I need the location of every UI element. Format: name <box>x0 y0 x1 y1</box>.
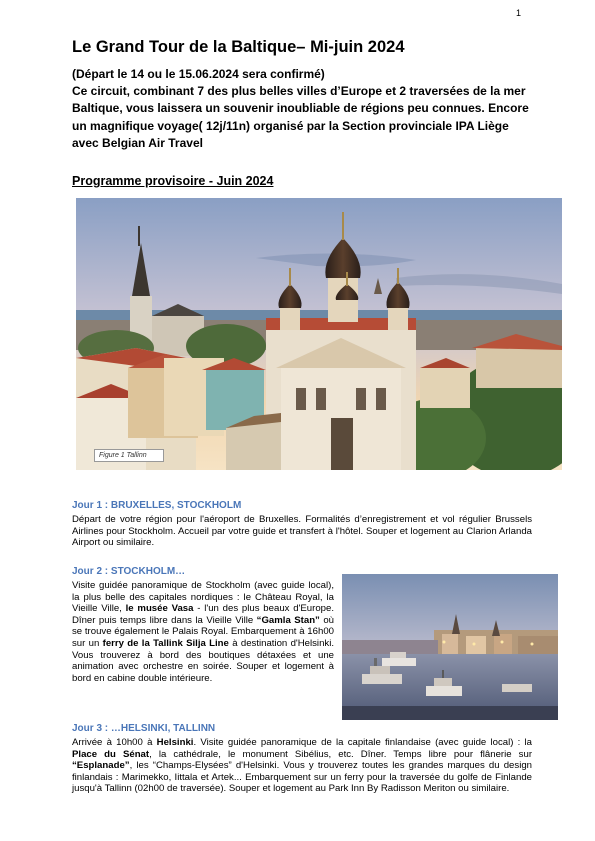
programme-heading: Programme provisoire - Juin 2024 <box>72 174 274 188</box>
day-2-text: Visite guidée panoramique de Stockholm (avec guide local), la plus belle des capitales nordiques : le Château Royal, la Vieille Ville, le musée Vasa - l'un des plus beaux d'Europe. Dîner puis temps libre dans la Vieille Ville “Gamla Stan” où se trouve également le Palais Royal. Embarquement à 16h00 sur un ferry de la Tallink Silja Line à destination d'Helsinki. Vous trouverez à bord des boutiques détaxées et une animation avec orchestre en soirée. Souper et logement à bord en cabine double intérieure. <box>72 580 335 684</box>
intro-block <box>72 66 532 152</box>
day-1-text: Départ de votre région pour l'aéroport de Bruxelles. Formalités d’enregistrement et vol régulier Brussels Airlines pour Stockholm. Accueil par votre guide et transfert à l'hôtel. Souper et logement au Clarion Arlanda Airport ou similaire. <box>72 514 532 549</box>
document-title: Le Grand Tour de la Baltique– Mi-juin 2024 <box>72 38 405 56</box>
figure-1-caption: Figure 1 Tallinn <box>94 449 164 462</box>
stockholm-photo <box>342 574 558 720</box>
day-3-heading: Jour 3 : …HELSINKI, TALLINN <box>72 723 216 734</box>
day-1-heading: Jour 1 : BRUXELLES, STOCKHOLM <box>72 500 242 511</box>
page-number: 1 <box>516 8 522 18</box>
day-3-text: Arrivée à 10h00 à Helsinki. Visite guidée panoramique de la capitale finlandaise (avec guide local) : la Place du Sénat, la cathédrale, le monument Sibélius, etc. Dîner. Temps libre pour flânerie sur “Esplanade”, les “Champs-Elysées” d'Helsinki. Vous y trouverez toutes les grandes marques du design finlandais : Marimekko, Iittala et Artek... Embarquement sur un ferry pour la traversée du golfe de Finlande jusqu'à Tallinn (02h00 de traversée). Souper et logement au Park Inn By Radisson Meriton ou similaire. <box>72 737 533 795</box>
intro-description: Ce circuit, combinant 7 des plus belles villes d’Europe et 2 traversées de la mer Baltique, vous laissera un souvenir inoubliable de régions peu connues. Encore un magnifique voyage( 12j/11n) organisé par la Section provinciale IPA Liège avec Belgian Air Travel <box>72 84 529 150</box>
day-2-heading: Jour 2 : STOCKHOLM… <box>72 566 186 577</box>
tallinn-photo <box>76 198 562 470</box>
departure-note: (Départ le 14 ou le 15.06.2024 sera confirmé) <box>72 67 325 81</box>
